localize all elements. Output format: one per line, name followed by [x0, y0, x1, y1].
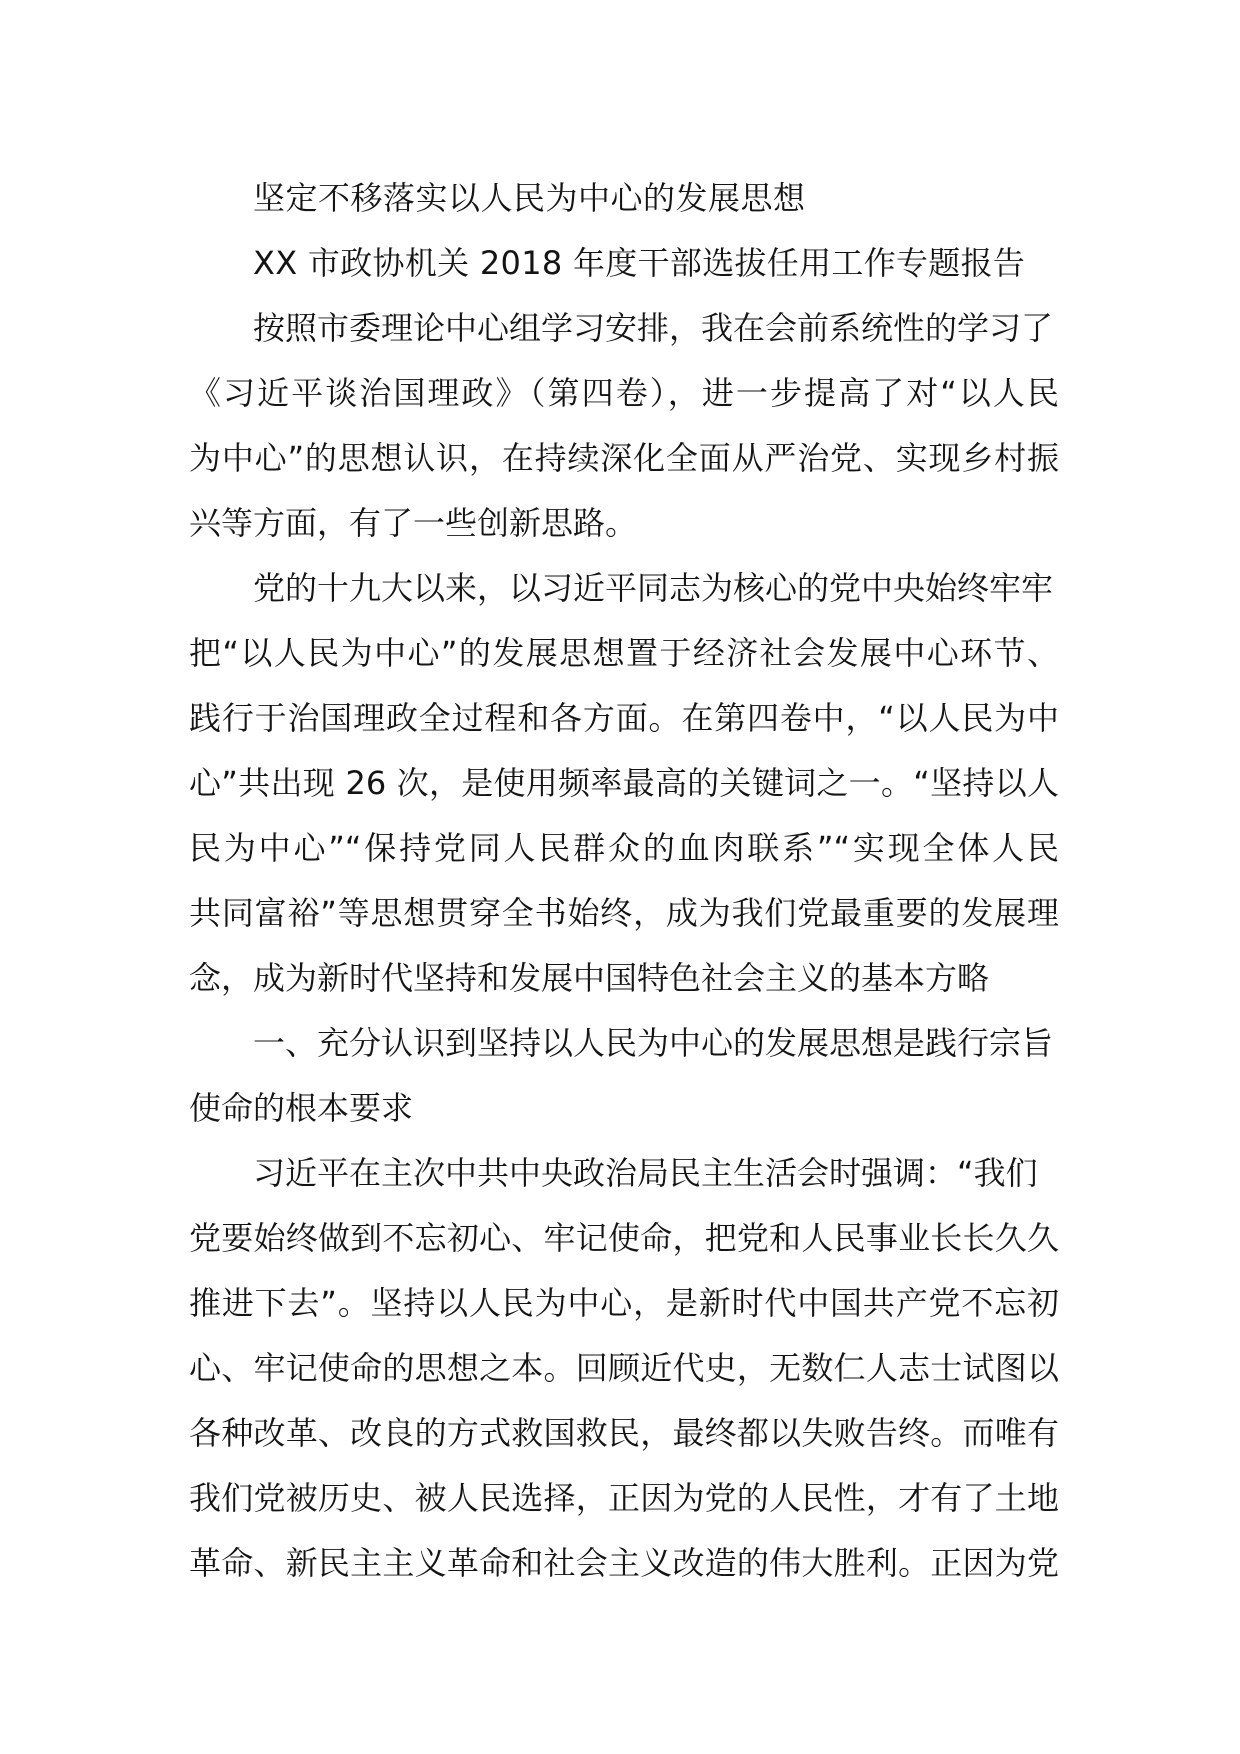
paragraph-line: 革命、新民主主义革命和社会主义改造的伟大胜利。正因为党 — [189, 1544, 1059, 1582]
paragraph-line: 民为中心”“保持党同人民群众的血肉联系”“实现全体人民 — [189, 829, 1059, 867]
document-title: 坚定不移落实以人民为中心的发展思想 — [253, 179, 806, 217]
paragraph-line: 心、牢记使命的思想之本。回顾近代史，无数仁人志士试图以 — [189, 1349, 1059, 1387]
paragraph-line: 共同富裕”等思想贯穿全书始终，成为我们党最重要的发展理 — [189, 894, 1059, 932]
paragraph-line: 按照市委理论中心组学习安排，我在会前系统性的学习了 — [253, 309, 1054, 347]
paragraph-line: 推进下去”。坚持以人民为中心，是新时代中国共产党不忘初 — [189, 1284, 1059, 1322]
heading-line: 一、充分认识到坚持以人民为中心的发展思想是践行宗旨 — [253, 1024, 1054, 1062]
document-page — [189, 166, 1059, 1596]
paragraph-line: 习近平在主次中共中央政治局民主生活会时强调：“我们 — [253, 1154, 1038, 1192]
document-subtitle: XX 市政协机关 2018 年度干部选拔任用工作专题报告 — [253, 244, 1026, 282]
paragraph-line: 各种改革、改良的方式救国救民，最终都以失败告终。而唯有 — [189, 1414, 1059, 1452]
heading-line: 使命的根本要求 — [189, 1089, 414, 1127]
paragraph-line: 我们党被历史、被人民选择，正因为党的人民性，才有了土地 — [189, 1479, 1059, 1517]
paragraph-line: 念，成为新时代坚持和发展中国特色社会主义的基本方略 — [189, 959, 990, 997]
paragraph-line: 党要始终做到不忘初心、牢记使命，把党和人民事业长长久久 — [189, 1219, 1059, 1257]
section-heading-one — [189, 1011, 1059, 1141]
paragraph-section-one-body — [189, 1141, 1059, 1596]
paragraph-line: 心”共出现 26 次，是使用频率最高的关键词之一。“坚持以人 — [189, 764, 1059, 802]
paragraph-intro — [189, 296, 1059, 556]
paragraph-line: 为中心”的思想认识，在持续深化全面从严治党、实现乡村振 — [189, 439, 1059, 477]
paragraph-line: 把“以人民为中心”的发展思想置于经济社会发展中心环节、 — [189, 634, 1059, 672]
paragraph-line: 《习近平谈治国理政》（第四卷），进一步提高了对“以人民 — [189, 374, 1059, 412]
paragraph-line: 兴等方面，有了一些创新思路。 — [189, 504, 638, 542]
paragraph-background — [189, 556, 1059, 1011]
paragraph-line: 党的十九大以来，以习近平同志为核心的党中央始终牢牢 — [253, 569, 1054, 607]
paragraph-line: 践行于治国理政全过程和各方面。在第四卷中，“以人民为中 — [189, 699, 1059, 737]
